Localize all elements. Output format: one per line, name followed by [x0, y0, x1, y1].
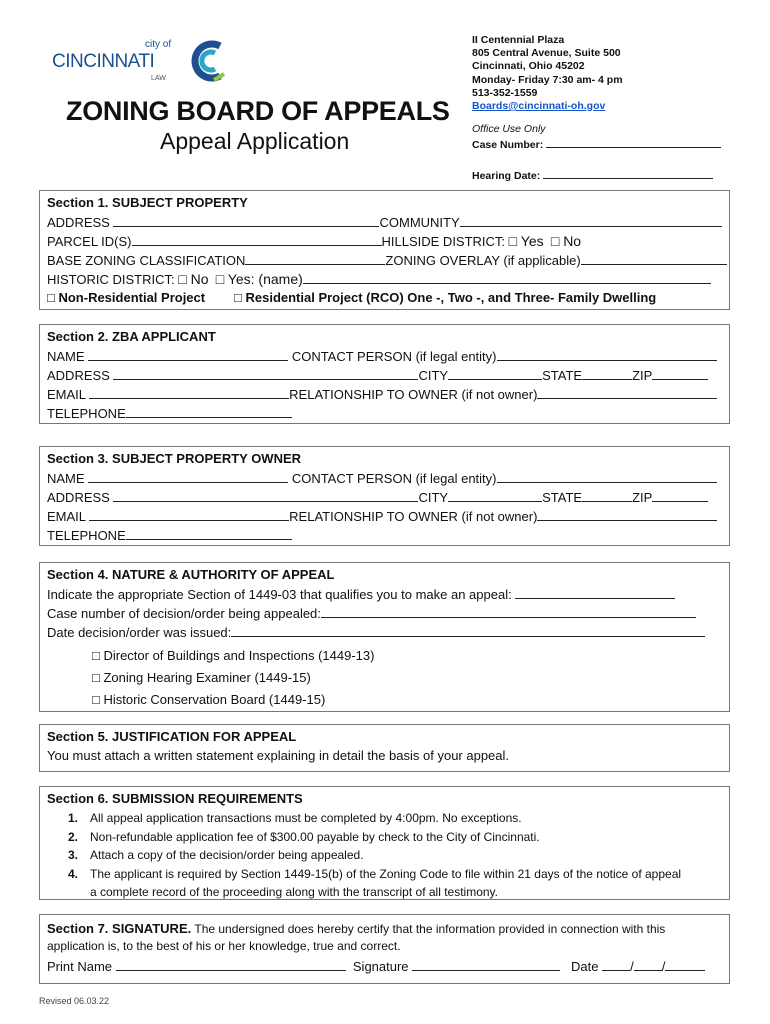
- telephone-field[interactable]: [126, 403, 292, 418]
- section-heading: Section 5. JUSTIFICATION FOR APPEAL: [47, 729, 297, 744]
- date-label: Date: [571, 959, 599, 974]
- section-nature-authority: [39, 562, 730, 712]
- city-of-cincinnati-logo: [52, 36, 227, 86]
- parcel-id-label: PARCEL ID(S): [47, 234, 132, 249]
- hillside-no-checkbox[interactable]: □ No: [550, 233, 582, 249]
- section-heading: Section 4. NATURE & AUTHORITY OF APPEAL: [47, 567, 335, 582]
- requirements-list: [68, 809, 681, 902]
- section-heading: Section 6. SUBMISSION REQUIREMENTS: [47, 791, 303, 806]
- community-field[interactable]: [460, 212, 722, 227]
- section-signature: Section 7. SIGNATURE. The undersigned does hereby certify that the information provided in connection with this application is, to the best of his or her knowledge, true and correct. Print Name Signature Date / /: [39, 914, 730, 984]
- contact-person-field[interactable]: [497, 468, 717, 483]
- state-field[interactable]: [582, 487, 632, 502]
- date-month-field[interactable]: [602, 956, 630, 971]
- section-subject-property: [39, 190, 730, 310]
- state-field[interactable]: [582, 365, 632, 380]
- name-label: NAME: [47, 471, 85, 486]
- contact-person-label: CONTACT PERSON (if legal entity): [291, 349, 497, 364]
- print-name-field[interactable]: [116, 956, 346, 971]
- address-field[interactable]: [113, 365, 418, 380]
- office-hours: Monday- Friday 7:30 am- 4 pm: [472, 73, 623, 86]
- relationship-field[interactable]: [537, 384, 717, 399]
- case-number-label: Case number of decision/order being appealed:: [47, 606, 321, 621]
- email-field[interactable]: [89, 384, 289, 399]
- section-heading: Section 1. SUBJECT PROPERTY: [47, 195, 248, 210]
- svg-text:CINCINNATI: CINCINNATI: [52, 51, 155, 72]
- page-subtitle: Appeal Application: [160, 128, 350, 154]
- residential-checkbox[interactable]: □ Residential Project (RCO) One -, Two -, and Three- Family Dwelling: [234, 290, 657, 305]
- email-field[interactable]: [89, 506, 289, 521]
- name-field[interactable]: [88, 468, 288, 483]
- address-line-3: Cincinnati, Ohio 45202: [472, 60, 585, 73]
- justification-text: You must attach a written statement explaining in detail the basis of your appeal.: [47, 748, 510, 763]
- non-residential-checkbox[interactable]: □ Non-Residential Project: [47, 290, 206, 305]
- contact-person-field[interactable]: [497, 346, 717, 361]
- parcel-id-field[interactable]: [132, 231, 382, 246]
- city-label: CITY: [418, 490, 449, 505]
- relationship-label: RELATIONSHIP TO OWNER (if not owner): [289, 387, 538, 402]
- section-property-owner: [39, 446, 730, 546]
- email-label: EMAIL: [47, 387, 86, 402]
- signature-label: Signature: [352, 959, 409, 974]
- svg-text:LAW: LAW: [151, 75, 166, 82]
- contact-person-label: CONTACT PERSON (if legal entity): [291, 471, 497, 486]
- revision-date: Revised 06.03.22: [39, 996, 110, 1006]
- zip-field[interactable]: [652, 487, 708, 502]
- date-day-field[interactable]: [634, 956, 662, 971]
- list-item: 1. All appeal application transactions must be completed by 4:00pm. No exceptions.: [68, 811, 522, 825]
- case-number-field[interactable]: [546, 136, 721, 148]
- list-item: 4. The applicant is required by Section 1449-15(b) of the Zoning Code to file within 21 days of the notice of appeal: [68, 866, 682, 881]
- relationship-field[interactable]: [537, 506, 717, 521]
- section-heading: Section 2. ZBA APPLICANT: [47, 329, 216, 344]
- section-justification: [39, 724, 730, 772]
- telephone-field[interactable]: [126, 525, 292, 540]
- address-line-1: II Centennial Plaza: [472, 34, 565, 46]
- zip-label: ZIP: [632, 490, 653, 505]
- address-label: ADDRESS: [47, 368, 110, 383]
- section-heading: Section 7. SIGNATURE.: [47, 921, 192, 936]
- print-name-label: Print Name: [47, 959, 113, 974]
- option-historic-board-checkbox[interactable]: □ Historic Conservation Board (1449-15): [92, 692, 326, 707]
- address-label: ADDRESS: [47, 215, 110, 230]
- hearing-date-label: Hearing Date:: [472, 170, 541, 182]
- base-zoning-field[interactable]: [245, 250, 385, 265]
- hillside-label: HILLSIDE DISTRICT:: [381, 234, 506, 249]
- case-number-field[interactable]: [321, 603, 696, 618]
- indicate-section-field[interactable]: [515, 584, 675, 599]
- svg-text:city of: city of: [145, 39, 172, 50]
- address-label: ADDRESS: [47, 490, 110, 505]
- historic-no-checkbox[interactable]: □ No: [178, 271, 209, 287]
- zip-label: ZIP: [632, 368, 653, 383]
- overlay-label: ZONING OVERLAY (if applicable): [385, 253, 581, 268]
- hearing-date-row: [472, 167, 713, 182]
- hillside-yes-checkbox[interactable]: □ Yes: [508, 233, 544, 249]
- base-zoning-label: BASE ZONING CLASSIFICATION: [47, 253, 246, 268]
- address-line-2: 805 Central Avenue, Suite 500: [472, 47, 621, 60]
- date-issued-field[interactable]: [231, 622, 705, 637]
- option-director-checkbox[interactable]: □ Director of Buildings and Inspections (1449-13): [92, 648, 375, 663]
- historic-name-field[interactable]: [303, 269, 711, 284]
- list-item-continuation: a complete record of the proceeding along with the transcript of all testimony.: [90, 885, 498, 899]
- date-issued-label: Date decision/order was issued:: [47, 625, 232, 640]
- signature-field[interactable]: [412, 956, 560, 971]
- name-field[interactable]: [88, 346, 288, 361]
- section-zba-applicant: [39, 324, 730, 424]
- telephone-label: TELEPHONE: [47, 406, 126, 421]
- state-label: STATE: [542, 490, 583, 505]
- address-field[interactable]: [113, 212, 379, 227]
- community-label: COMMUNITY: [379, 215, 460, 230]
- office-use-label: Office Use Only: [472, 123, 546, 135]
- section-heading: Section 3. SUBJECT PROPERTY OWNER: [47, 451, 302, 466]
- city-field[interactable]: [448, 487, 542, 502]
- zip-field[interactable]: [652, 365, 708, 380]
- hearing-date-field[interactable]: [543, 167, 713, 179]
- date-year-field[interactable]: [665, 956, 705, 971]
- city-field[interactable]: [448, 365, 542, 380]
- email-label: EMAIL: [47, 509, 86, 524]
- contact-info: [472, 34, 623, 113]
- list-item: 3. Attach a copy of the decision/order being appealed.: [68, 848, 364, 862]
- historic-yes-checkbox[interactable]: □ Yes: (name): [215, 271, 303, 287]
- telephone-label: TELEPHONE: [47, 528, 126, 543]
- option-hearing-examiner-checkbox[interactable]: □ Zoning Hearing Examiner (1449-15): [92, 670, 311, 685]
- certify-text-cont: application is, to the best of his or her knowledge, true and correct.: [47, 939, 401, 953]
- phone-number: 513-352-1559: [472, 86, 538, 99]
- list-item: 2. Non-refundable application fee of $300.00 payable by check to the City of Cincinnati.: [68, 829, 540, 844]
- name-label: NAME: [47, 349, 85, 364]
- city-label: CITY: [418, 368, 449, 383]
- certify-text: The undersigned does hereby certify that the information provided in connection with this: [194, 922, 666, 936]
- overlay-field[interactable]: [581, 250, 727, 265]
- indicate-section-label: Indicate the appropriate Section of 1449-03 that qualifies you to make an appeal:: [47, 587, 512, 602]
- office-use-block: [472, 123, 721, 152]
- historic-label: HISTORIC DISTRICT:: [47, 272, 175, 287]
- page-title: ZONING BOARD OF APPEALS: [66, 96, 450, 126]
- state-label: STATE: [542, 368, 583, 383]
- case-number-label: Case Number:: [472, 139, 544, 151]
- relationship-label: RELATIONSHIP TO OWNER (if not owner): [289, 509, 538, 524]
- section-submission-requirements: [39, 786, 730, 900]
- email-link[interactable]: Boards@cincinnati-oh.gov: [472, 100, 606, 113]
- address-field[interactable]: [113, 487, 418, 502]
